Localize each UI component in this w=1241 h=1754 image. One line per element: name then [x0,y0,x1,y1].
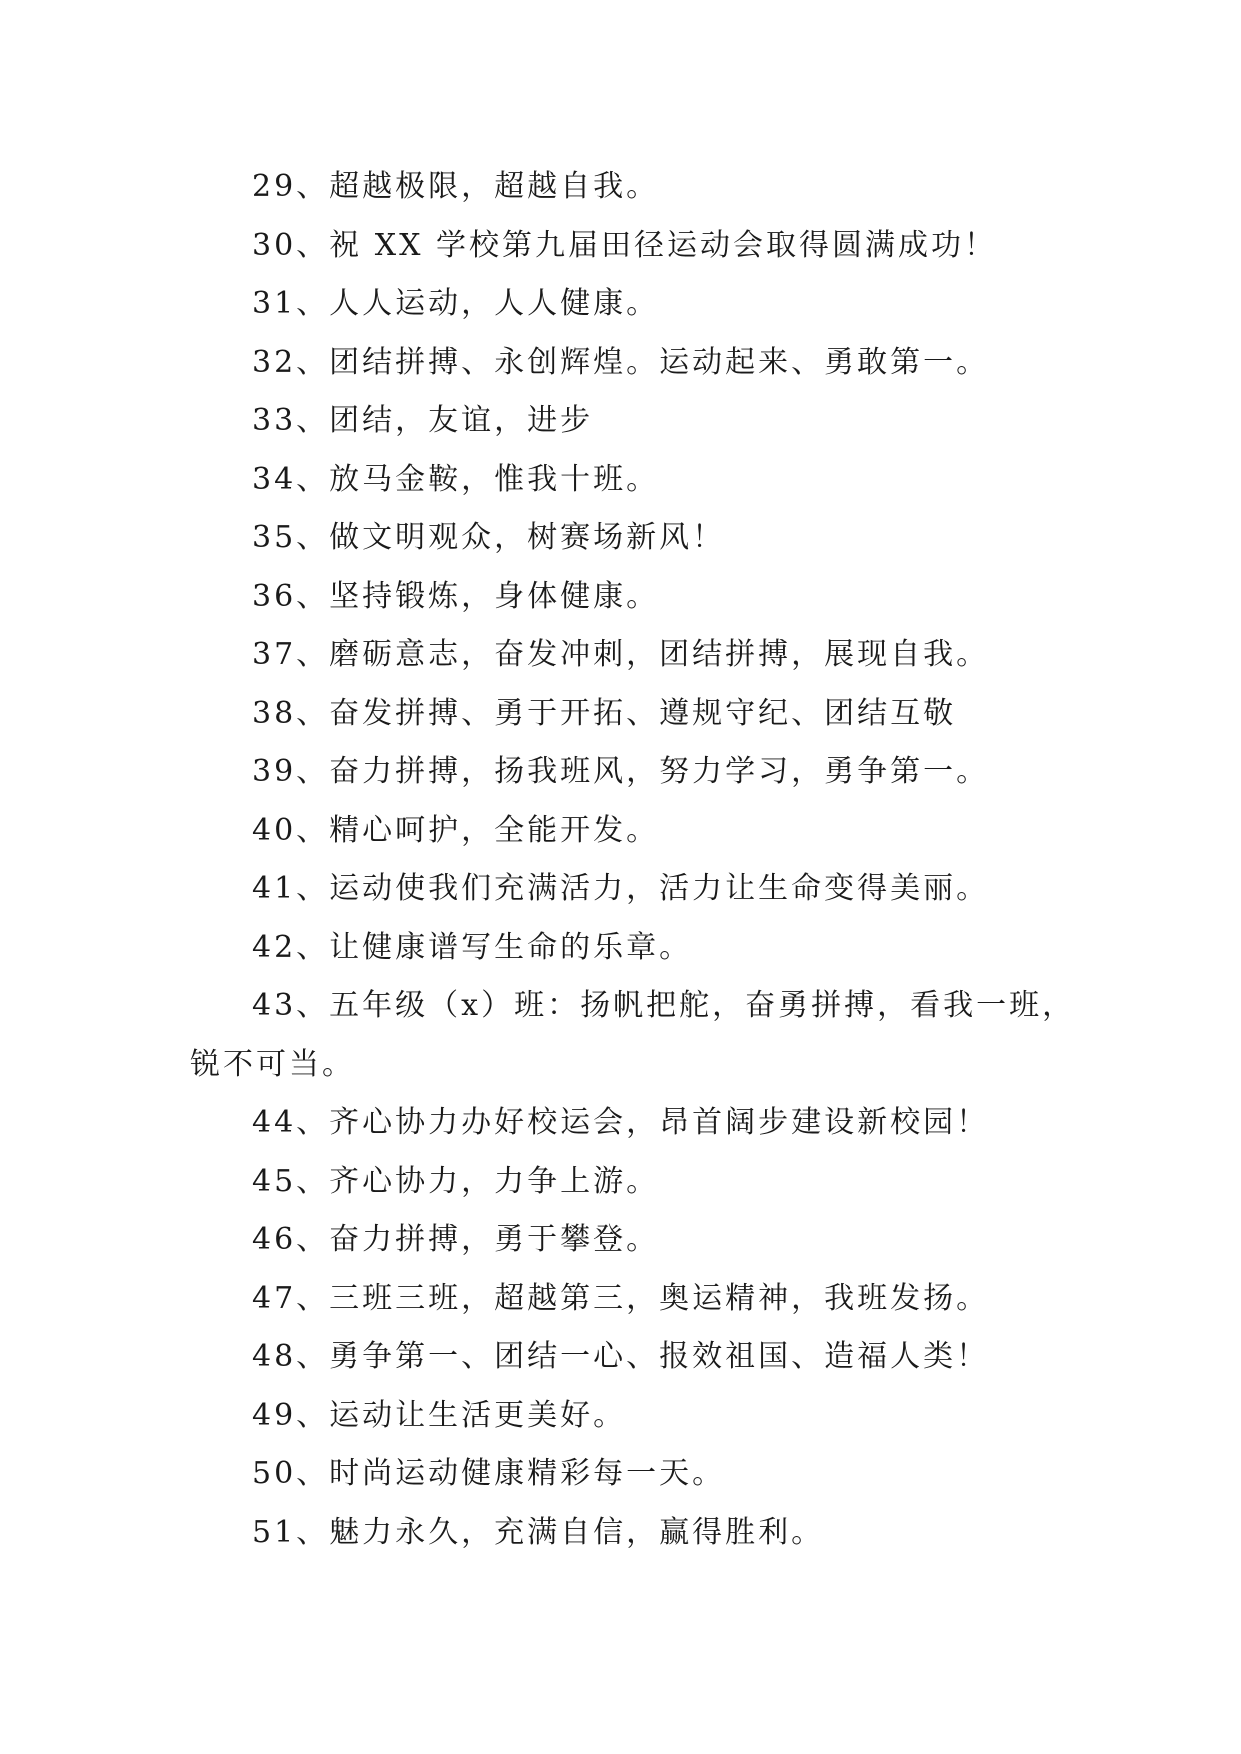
list-item: 33、团结，友谊，进步 [252,403,594,438]
list-item: 32、团结拼搏、永创辉煌。运动起来、勇敢第一。 [252,344,990,380]
slogan-list [190,158,1090,1562]
list-item: 41、运动使我们充满活力，活力让生命变得美丽。 [252,871,990,906]
list-item: 49、运动让生活更美好。 [252,1397,627,1433]
list-item: 30、祝 XX 学校第九届田径运动会取得圆满成功！ [252,227,997,263]
list-item: 35、做文明观众，树赛场新风！ [252,520,726,555]
list-item: 47、三班三班，超越第三，奥运精神，我班发扬。 [252,1280,990,1316]
list-item: 40、精心呵护，全能开发。 [252,812,660,848]
list-item: 31、人人运动，人人健康。 [252,286,660,321]
list-item: 48、勇争第一、团结一心、报效祖国、造福人类！ [252,1339,990,1374]
list-item: 36、坚持锻炼，身体健康。 [252,578,660,614]
list-item: 45、齐心协力，力争上游。 [252,1163,660,1199]
list-item: 37、磨砺意志，奋发冲刺，团结拼搏，展现自我。 [252,637,990,672]
list-item: 43、五年级（x）班：扬帆把舵，奋勇拼搏，看我一班， [252,988,1076,1023]
list-item: 46、奋力拼搏，勇于攀登。 [252,1222,660,1257]
list-item-continuation: 锐不可当。 [190,1046,355,1082]
list-item: 44、齐心协力办好校运会，昂首阔步建设新校园！ [252,1105,990,1140]
list-item: 39、奋力拼搏，扬我班风，努力学习，勇争第一。 [252,754,990,789]
list-item: 34、放马金鞍，惟我十班。 [252,461,660,497]
list-item: 38、奋发拼搏、勇于开拓、遵规守纪、团结互敬 [252,695,957,731]
list-item: 51、魅力永久，充满自信，赢得胜利。 [252,1514,825,1550]
list-item: 50、时尚运动健康精彩每一天。 [252,1456,726,1491]
list-item: 29、超越极限，超越自我。 [252,169,660,204]
list-item: 42、让健康谱写生命的乐章。 [252,929,693,965]
